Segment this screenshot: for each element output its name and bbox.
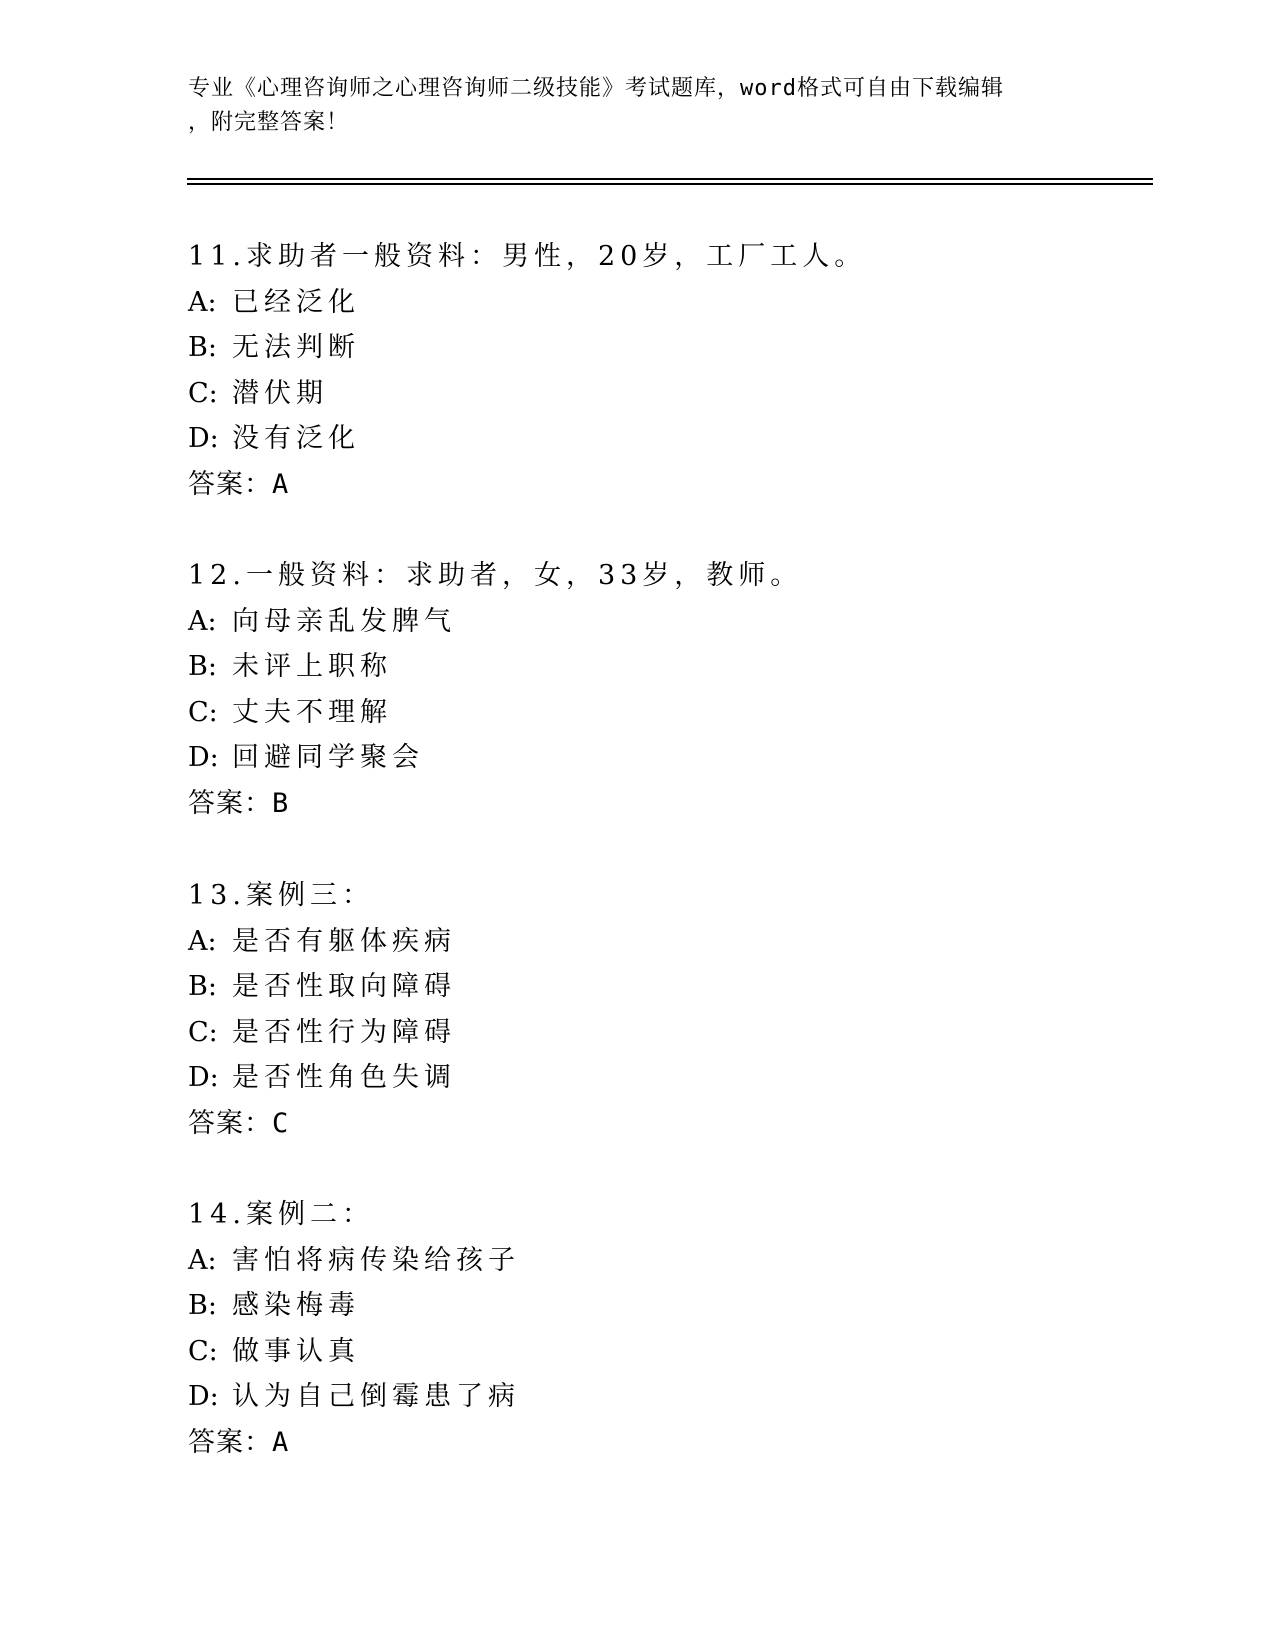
- question-stem: 13.案例三：: [188, 880, 374, 911]
- option-b: [188, 964, 1188, 1010]
- option-text: 未评上职称: [232, 651, 392, 683]
- option-c: [188, 1010, 1188, 1056]
- option-letter: D:: [188, 1062, 219, 1094]
- question-stem: 11.求助者一般资料：男性，20岁，工厂工人。: [188, 241, 867, 272]
- option-letter: A:: [188, 605, 217, 637]
- option-letter: D:: [188, 1381, 219, 1413]
- option-text: 没有泛化: [232, 423, 360, 455]
- option-b: [188, 1283, 1188, 1329]
- option-c: [188, 371, 1188, 417]
- option-text: 是否性行为障碍: [232, 1016, 456, 1048]
- answer-label: 答案：: [188, 787, 272, 819]
- option-c: [188, 690, 1188, 736]
- option-letter: A:: [188, 925, 217, 957]
- answer-line: [188, 781, 1188, 827]
- option-letter: D:: [188, 423, 219, 455]
- option-d: [188, 1055, 1188, 1101]
- answer-label: 答案：: [188, 1107, 272, 1139]
- option-c: [188, 1329, 1188, 1375]
- header-divider-top: [187, 178, 1153, 180]
- question-14: [188, 1192, 1188, 1466]
- answer-label: 答案：: [188, 1426, 272, 1458]
- option-letter: B:: [188, 971, 217, 1003]
- answer-value: C: [272, 1107, 290, 1139]
- question-11: [188, 234, 1188, 508]
- header-divider-bottom: [187, 183, 1153, 185]
- option-b: [188, 325, 1188, 371]
- option-letter: D:: [188, 742, 219, 774]
- option-d: [188, 1374, 1188, 1420]
- option-text: 潜伏期: [232, 377, 328, 409]
- option-text: 已经泛化: [232, 286, 360, 318]
- option-letter: B:: [188, 1290, 217, 1322]
- answer-value: A: [272, 1426, 290, 1458]
- option-text: 回避同学聚会: [232, 742, 424, 774]
- answer-line: [188, 1101, 1188, 1147]
- document-header: [188, 72, 1088, 140]
- option-a: [188, 1238, 1188, 1284]
- question-stem: 12.一般资料：求助者，女，33岁，教师。: [188, 560, 803, 591]
- question-stem: 14.案例二：: [188, 1199, 374, 1230]
- option-text: 认为自己倒霉患了病: [232, 1381, 520, 1413]
- question-13: [188, 873, 1188, 1147]
- question-12: [188, 553, 1188, 827]
- option-letter: C:: [188, 696, 218, 728]
- option-letter: C:: [188, 1016, 218, 1048]
- option-text: 害怕将病传染给孩子: [232, 1244, 520, 1276]
- option-d: [188, 416, 1188, 462]
- option-letter: A:: [188, 286, 217, 318]
- option-d: [188, 735, 1188, 781]
- option-a: [188, 919, 1188, 965]
- option-text: 是否性角色失调: [232, 1062, 456, 1094]
- option-text: 丈夫不理解: [232, 696, 392, 728]
- option-letter: C:: [188, 377, 218, 409]
- answer-value: B: [272, 787, 290, 819]
- option-text: 做事认真: [232, 1335, 360, 1367]
- answer-value: A: [272, 468, 290, 500]
- answer-line: [188, 462, 1188, 508]
- option-letter: B:: [188, 332, 217, 364]
- option-b: [188, 644, 1188, 690]
- option-a: [188, 599, 1188, 645]
- option-text: 向母亲乱发脾气: [232, 605, 456, 637]
- header-line-2: ，附完整答案！: [188, 110, 350, 135]
- option-text: 是否有躯体疾病: [232, 925, 456, 957]
- answer-label: 答案：: [188, 468, 272, 500]
- header-line-1: 专业《心理咨询师之心理咨询师二级技能》考试题库，word格式可自由下载编辑: [188, 76, 1004, 101]
- option-a: [188, 280, 1188, 326]
- option-text: 是否性取向障碍: [232, 971, 456, 1003]
- option-text: 无法判断: [232, 332, 360, 364]
- option-letter: B:: [188, 651, 217, 683]
- option-letter: A:: [188, 1244, 217, 1276]
- answer-line: [188, 1420, 1188, 1466]
- option-letter: C:: [188, 1335, 218, 1367]
- option-text: 感染梅毒: [232, 1290, 360, 1322]
